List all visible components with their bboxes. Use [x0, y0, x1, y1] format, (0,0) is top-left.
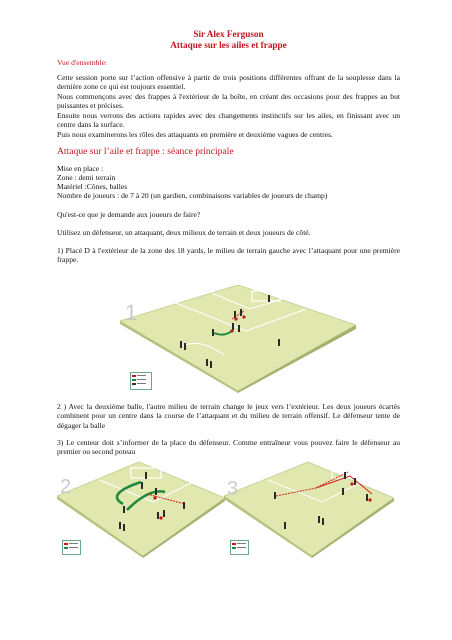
step-1-text: 1) Placé D à l'extérieur de la zone des 18 yards, le milieu de terrain gauche avec l’attaquant pour une première frappe.: [57, 246, 400, 265]
overview-heading: Vue d'ensemble:: [57, 58, 108, 67]
setup-line-4: Nombre de joueurs : de 7 à 20 (un gardien, combinaisons variables de joueurs de champ): [57, 191, 328, 200]
diagram-2-pitch: [57, 458, 225, 558]
diagram-3-number: 3: [227, 478, 239, 500]
document-title: Attaque sur les ailes et frappe: [170, 40, 287, 50]
overview-paragraph-2: Nous commençons avec des frappes à l'extérieur de la boîte, en créant des occasions pour des frappes au but puissantes et précises.: [57, 92, 400, 111]
diagram-3-legend: [230, 540, 249, 555]
setup-line-1: Mise en place :: [57, 164, 104, 173]
diagram-1-legend: [130, 372, 152, 390]
diagram-2-number: 2: [60, 476, 72, 498]
step-2-text: 2 ) Avec la deuxième balle, l'autre milieu de terrain change le jeux vers l’extérieur. Les deux joueurs écartés combinent pour un centre dans la course de l’attaquant et du milieu de terrain offensif. Le défenseur tente de dégager la balle: [57, 402, 400, 430]
question-text: Qu'est-ce que je demande aux joueurs de faire?: [57, 210, 201, 219]
document-author: Sir Alex Ferguson: [193, 29, 264, 39]
diagram-1-number: 1: [125, 300, 138, 325]
setup-line-3: Matériel :Cônes, balles: [57, 182, 128, 191]
section-heading: Attaque sur l’aile et frappe : séance principale: [57, 146, 234, 157]
overview-paragraph-3: Ensuite nous verrons des actions rapides avec des changements instinctifs sur les ailes, en finissant avec un centre dans la surface.: [57, 111, 400, 130]
overview-paragraph-1: Cette session porte sur l’action offensive à partir de trois positions différentes offrant de la souplesse dans la dernière zone ce qui est toujours essentiel.: [57, 73, 400, 92]
setup-line-2: Zone : demi terrain: [57, 173, 116, 182]
step-3-text: 3) Le centeur doit s’informer de la place du défenseur. Comme entraîneur vous pouvez faire le défenseur au premier ou second poteau: [57, 438, 400, 457]
overview-paragraph-4: Puis nous examinerons les rôles des attaquants en première et deuxième vagues de centres.: [57, 130, 333, 139]
diagram-1-pitch: [120, 283, 356, 393]
players-text: Utilisez un défenseur, un attaquant, deux milieux de terrain et deux joueurs de côté.: [57, 228, 311, 237]
diagram-2-legend: [62, 540, 81, 555]
diagram-3-pitch: [224, 458, 394, 558]
